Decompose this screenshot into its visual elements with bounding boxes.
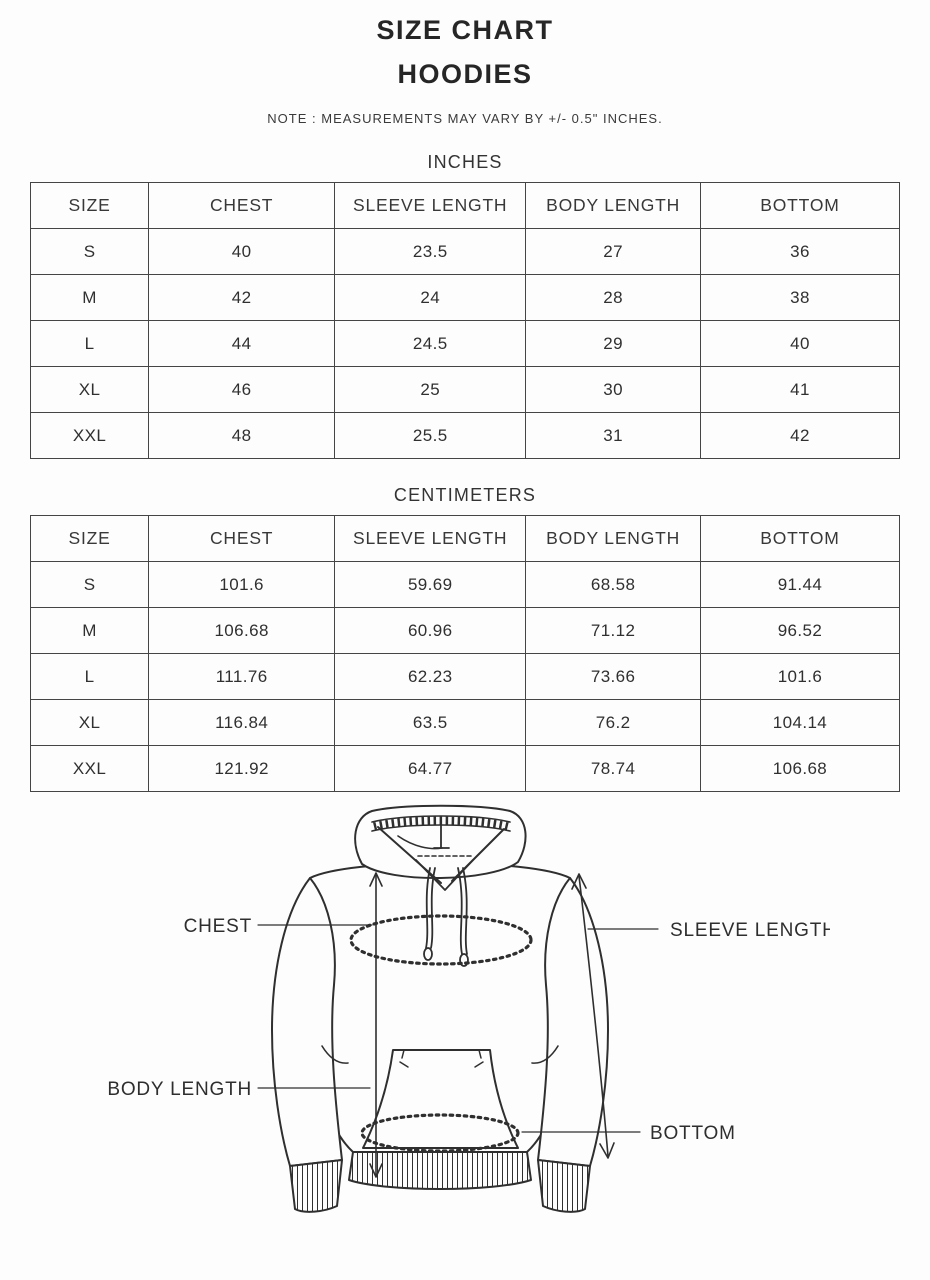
measurement-cell: 25.5 (335, 413, 526, 459)
measurement-cell: 62.23 (335, 654, 526, 700)
measurement-cell: 29 (526, 321, 701, 367)
right-cuff (538, 1160, 590, 1212)
measurement-cell: 28 (526, 275, 701, 321)
column-header-bottom: BOTTOM (700, 183, 899, 229)
measurement-cell: 121.92 (149, 746, 335, 792)
table-row (31, 654, 900, 700)
measurement-cell: 111.76 (149, 654, 335, 700)
measurement-cell: 30 (526, 367, 701, 413)
measurement-cell: 48 (149, 413, 335, 459)
measurement-cell: 46 (149, 367, 335, 413)
page-subtitle: HOODIES (397, 59, 533, 89)
measurement-cell: 60.96 (335, 608, 526, 654)
table-row (31, 229, 900, 275)
measurement-cell: 78.74 (526, 746, 701, 792)
table-row (31, 608, 900, 654)
measurement-note: NOTE : MEASUREMENTS MAY VARY BY +/- 0.5" INCHES. (267, 111, 663, 126)
measurement-cell: 116.84 (149, 700, 335, 746)
measurement-cell: 71.12 (526, 608, 701, 654)
sleeve-length-label: SLEEVE LENGTH (670, 920, 830, 941)
hoodie-measurement-diagram (100, 800, 830, 1260)
body-length-label: BODY LENGTH (107, 1079, 252, 1100)
measurement-cell: 23.5 (335, 229, 526, 275)
table-row (31, 275, 900, 321)
table-header-row (31, 183, 900, 229)
size-cell: S (31, 562, 149, 608)
column-header-body: BODY LENGTH (526, 516, 701, 562)
measurement-cell: 24 (335, 275, 526, 321)
hoodie-line-drawing (100, 800, 830, 1260)
column-header-chest: CHEST (149, 516, 335, 562)
size-cell: L (31, 654, 149, 700)
measurement-cell: 31 (526, 413, 701, 459)
column-header-size: SIZE (31, 516, 149, 562)
measurement-cell: 38 (700, 275, 899, 321)
table-row (31, 700, 900, 746)
measurement-cell: 63.5 (335, 700, 526, 746)
table-row (31, 367, 900, 413)
size-cell: XL (31, 367, 149, 413)
measurement-cell: 76.2 (526, 700, 701, 746)
measurement-cell: 36 (700, 229, 899, 275)
measurement-cell: 27 (526, 229, 701, 275)
table-row (31, 321, 900, 367)
measurement-cell: 44 (149, 321, 335, 367)
measurement-cell: 73.66 (526, 654, 701, 700)
measurement-cell: 24.5 (335, 321, 526, 367)
chest-label: CHEST (183, 916, 252, 937)
size-cell: XL (31, 700, 149, 746)
measurement-cell: 106.68 (700, 746, 899, 792)
column-header-sleeve: SLEEVE LENGTH (335, 516, 526, 562)
column-header-bottom: BOTTOM (700, 516, 899, 562)
size-cell: M (31, 275, 149, 321)
column-header-size: SIZE (31, 183, 149, 229)
measurement-cell: 68.58 (526, 562, 701, 608)
size-cell: L (31, 321, 149, 367)
column-header-chest: CHEST (149, 183, 335, 229)
left-cuff (290, 1160, 342, 1212)
measurement-cell: 41 (700, 367, 899, 413)
column-header-sleeve: SLEEVE LENGTH (335, 183, 526, 229)
size-cell: M (31, 608, 149, 654)
size-cell: XXL (31, 413, 149, 459)
measurement-cell: 64.77 (335, 746, 526, 792)
measurement-cell: 104.14 (700, 700, 899, 746)
measurement-cell: 96.52 (700, 608, 899, 654)
table-row (31, 746, 900, 792)
measurement-cell: 40 (149, 229, 335, 275)
measurement-cell: 91.44 (700, 562, 899, 608)
measurement-cell: 101.6 (700, 654, 899, 700)
page-title: SIZE CHART (376, 15, 554, 45)
size-cell: S (31, 229, 149, 275)
measurement-cell: 106.68 (149, 608, 335, 654)
table-row (31, 413, 900, 459)
measurement-cell: 101.6 (149, 562, 335, 608)
centimeters-heading: CENTIMETERS (393, 485, 537, 505)
measurement-cell: 25 (335, 367, 526, 413)
measurement-cell: 40 (700, 321, 899, 367)
inches-table (30, 182, 900, 459)
column-header-body: BODY LENGTH (526, 183, 701, 229)
measurement-cell: 42 (700, 413, 899, 459)
size-cell: XXL (31, 746, 149, 792)
centimeters-table (30, 515, 900, 792)
inches-heading: INCHES (427, 152, 503, 172)
measurement-cell: 59.69 (335, 562, 526, 608)
measurement-cell: 42 (149, 275, 335, 321)
table-row (31, 562, 900, 608)
table-header-row (31, 516, 900, 562)
bottom-label: BOTTOM (650, 1123, 736, 1144)
